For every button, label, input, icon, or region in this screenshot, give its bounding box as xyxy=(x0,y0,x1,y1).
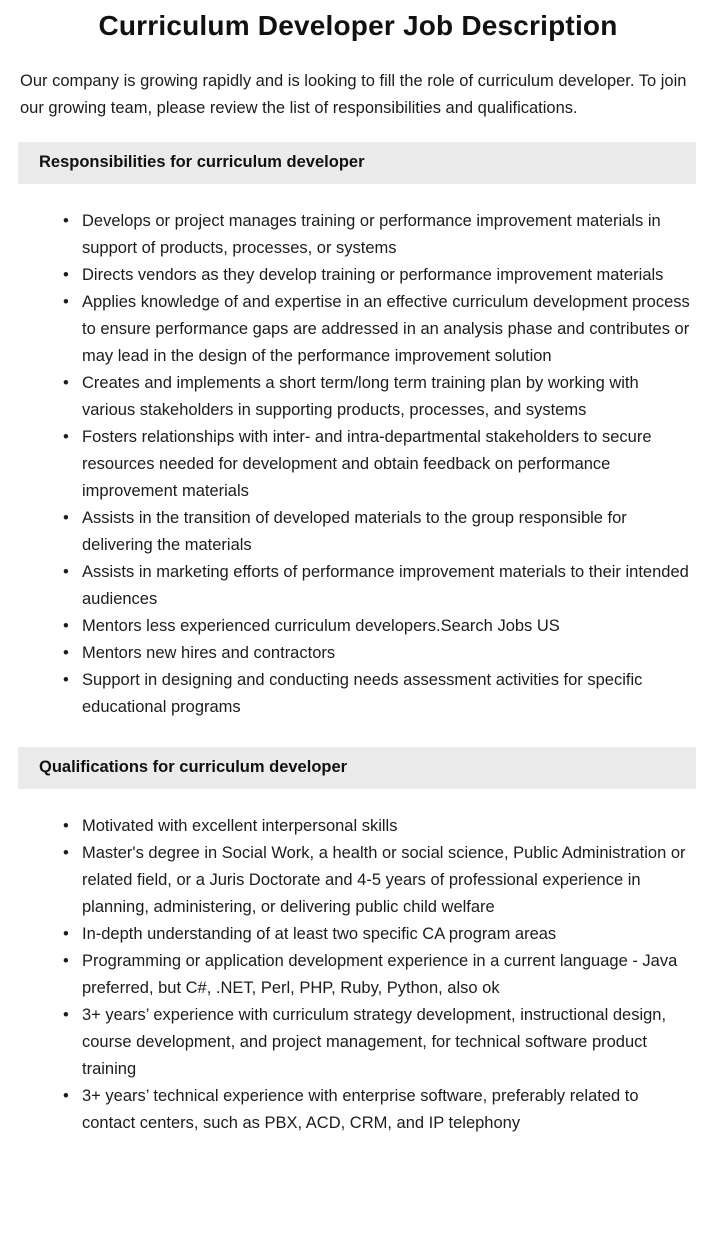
qualifications-list xyxy=(20,813,696,1137)
list-item: • Support in designing and conducting needs assessment activities for specific educational programs xyxy=(82,667,696,721)
list-item: • Mentors less experienced curriculum developers.Search Jobs US xyxy=(82,613,696,640)
list-item: • In-depth understanding of at least two specific CA program areas xyxy=(82,921,696,948)
list-item: • Applies knowledge of and expertise in an effective curriculum development process to ensure performance gaps are addressed in an analysis phase and contributes or may lead in the design of the performance improvement solution xyxy=(82,289,696,370)
responsibilities-list xyxy=(20,208,696,721)
qualifications-section xyxy=(20,747,696,1137)
list-item: • Master's degree in Social Work, a health or social science, Public Administration or related field, or a Juris Doctorate and 4-5 years of professional experience in planning, administering, or delivering public child welfare xyxy=(82,840,696,921)
page-title: Curriculum Developer Job Description xyxy=(98,10,618,41)
list-item: • Mentors new hires and contractors xyxy=(82,640,696,667)
responsibilities-section-header xyxy=(18,142,696,184)
list-item: • Programming or application development experience in a current language - Java preferred, but C#, .NET, Perl, PHP, Ruby, Python, also ok xyxy=(82,948,696,1002)
list-item: • Develops or project manages training or performance improvement materials in support of products, processes, or systems xyxy=(82,208,696,262)
qualifications-section-header xyxy=(18,747,696,789)
list-item: • Assists in marketing efforts of performance improvement materials to their intended audiences xyxy=(82,559,696,613)
list-item: • Motivated with excellent interpersonal skills xyxy=(82,813,696,840)
qualifications-section-heading: Qualifications for curriculum developer xyxy=(39,758,348,776)
responsibilities-section-heading: Responsibilities for curriculum developer xyxy=(39,153,365,171)
list-item: • Fosters relationships with inter- and intra-departmental stakeholders to secure resources needed for development and obtain feedback on performance improvement materials xyxy=(82,424,696,505)
list-item: • Assists in the transition of developed materials to the group responsible for delivering the materials xyxy=(82,505,696,559)
responsibilities-section xyxy=(20,142,696,721)
list-item: • Directs vendors as they develop training or performance improvement materials xyxy=(82,262,696,289)
list-item: • 3+ years’ technical experience with enterprise software, preferably related to contact centers, such as PBX, ACD, CRM, and IP telephony xyxy=(82,1083,696,1137)
list-item: • Creates and implements a short term/long term training plan by working with various stakeholders in supporting products, processes, and systems xyxy=(82,370,696,424)
intro-paragraph: Our company is growing rapidly and is looking to fill the role of curriculum developer. To join our growing team, please review the list of responsibilities and qualifications. xyxy=(20,72,687,117)
list-item: • 3+ years’ experience with curriculum strategy development, instructional design, course development, and project management, for technical software product training xyxy=(82,1002,696,1083)
